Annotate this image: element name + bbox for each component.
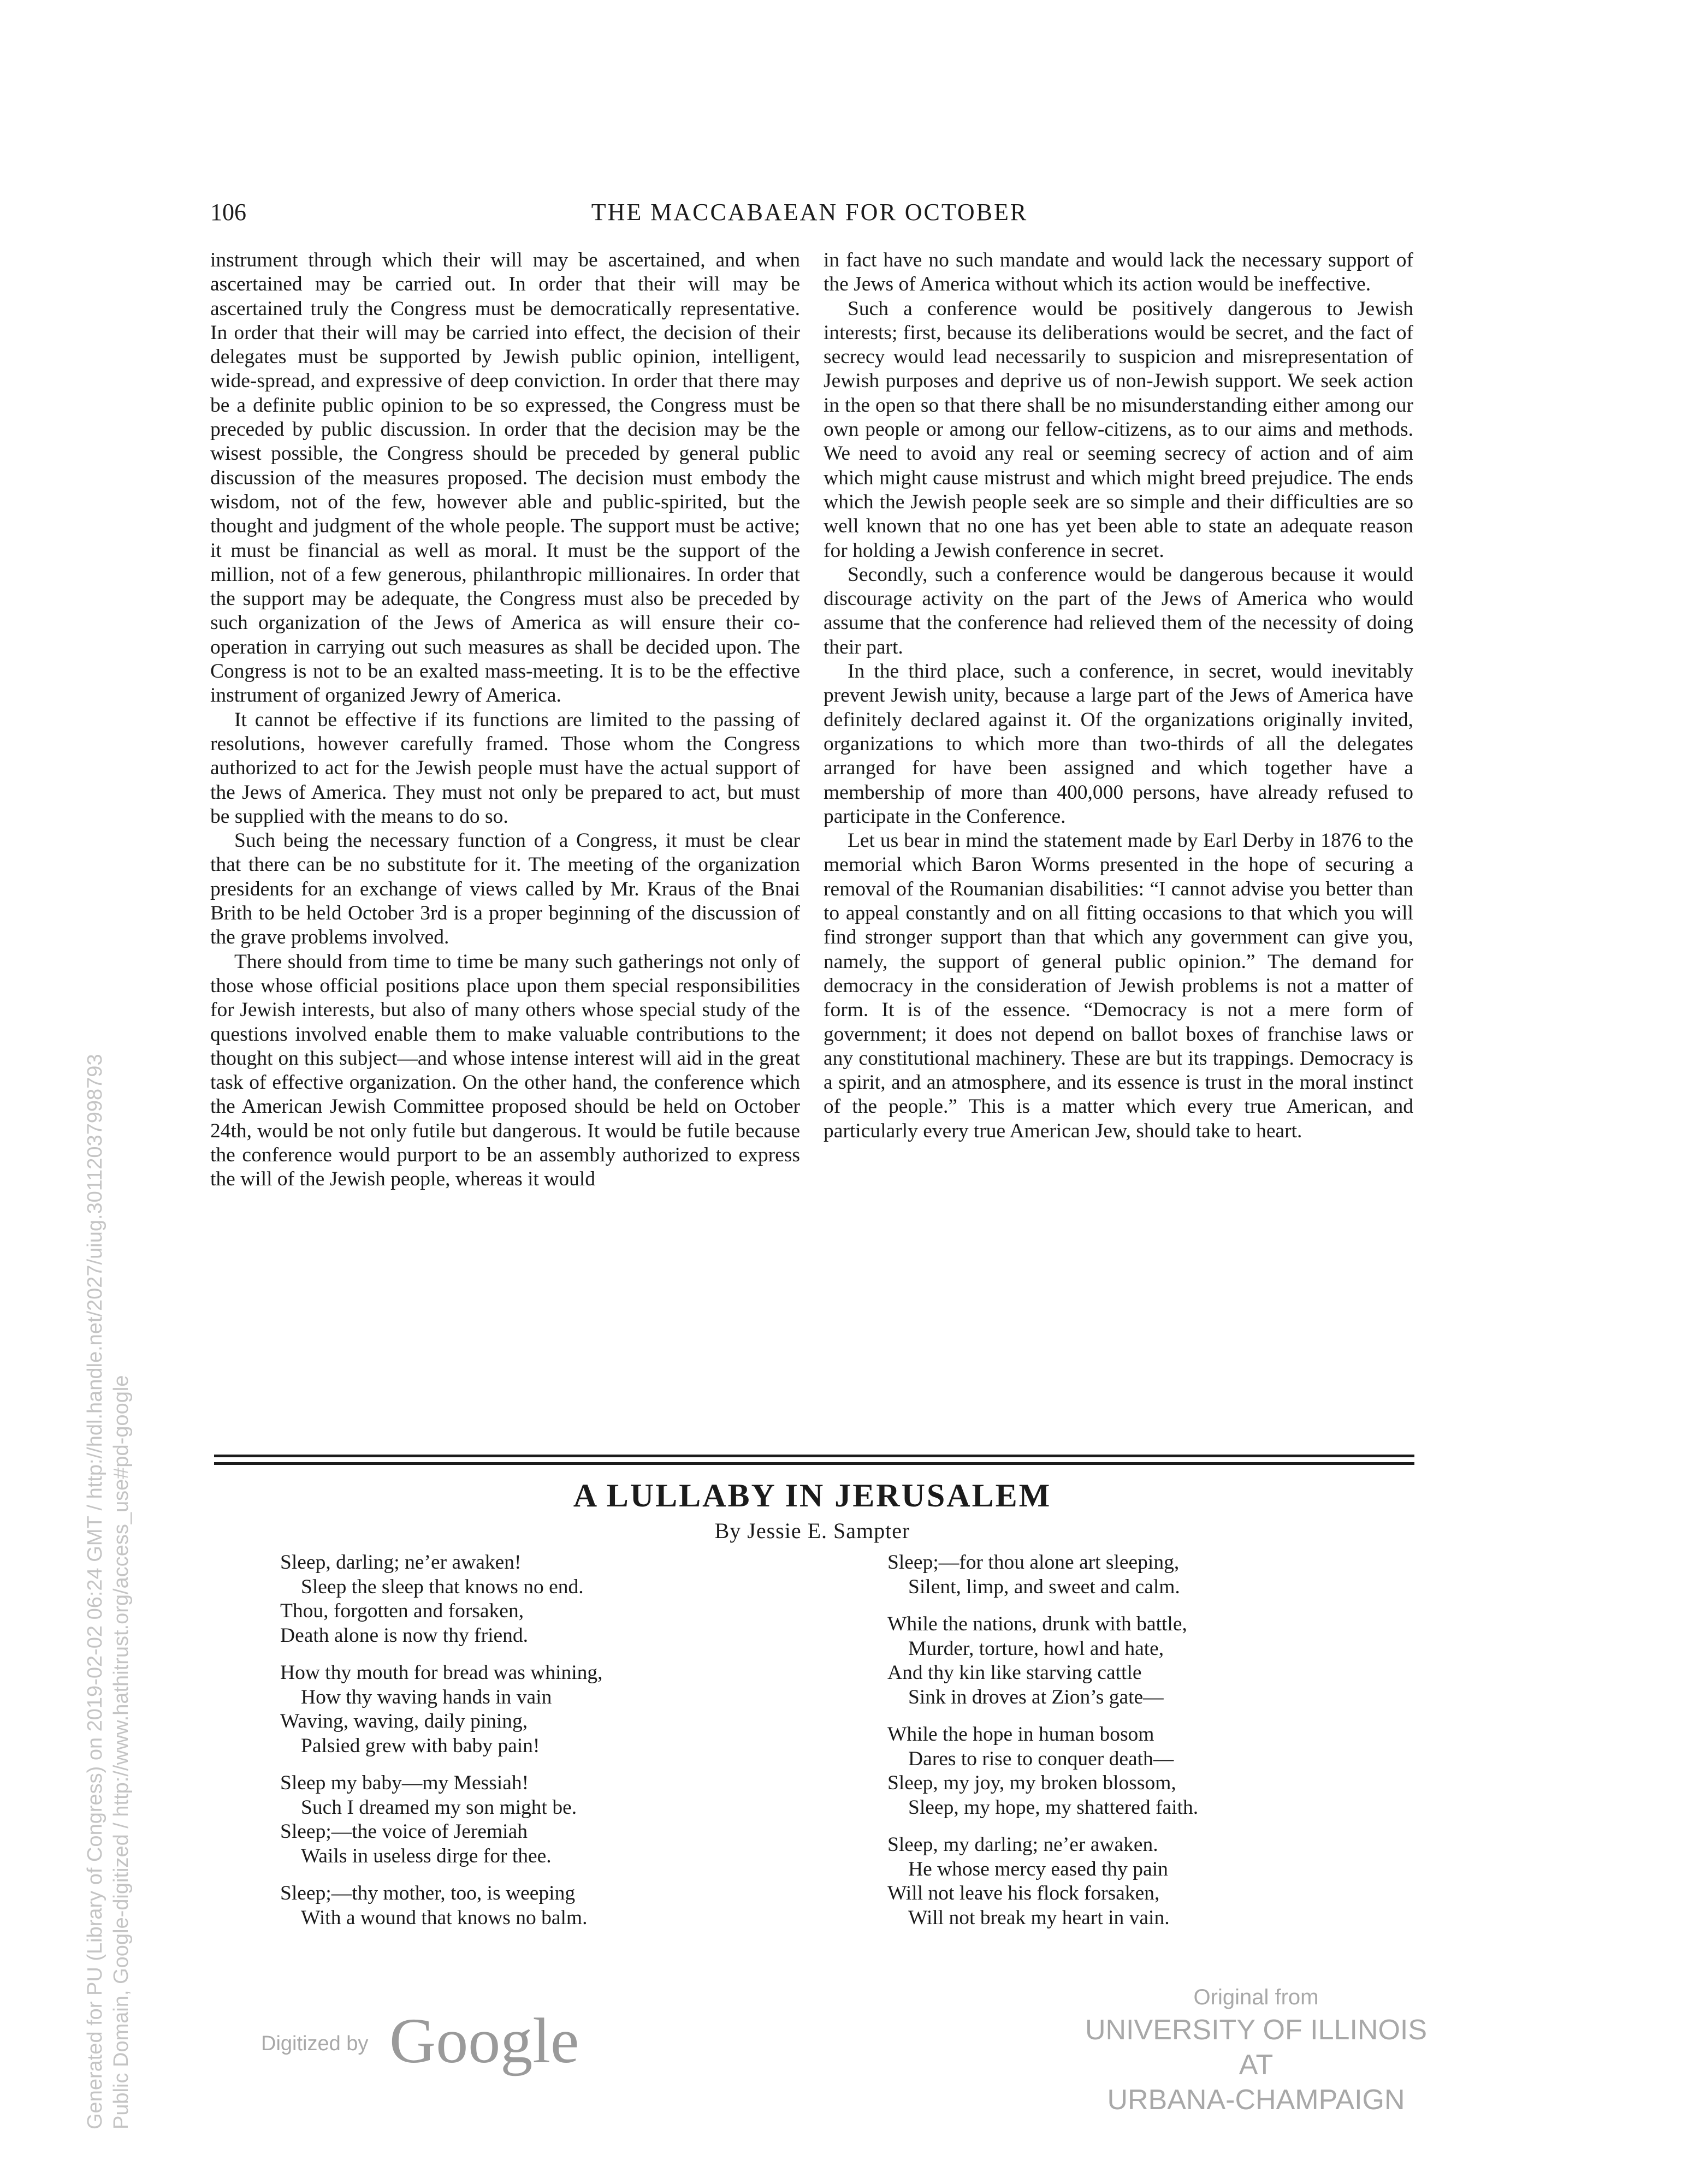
poem-line: Sleep;—thy mother, too, is weeping bbox=[280, 1882, 576, 1904]
running-head: THE MACCABAEAN FOR OCTOBER bbox=[591, 199, 1028, 225]
article-paragraph: It cannot be effective if its functions are limited to the passing of resolutions, however carefully framed. Those whom the Congress authorized to act for the Jewish people must have the actual support of the Jews of America. They must not only be prepared to act, but must be supplied with the means to do so. bbox=[210, 708, 800, 828]
poem-line: Sink in droves at Zion’s gate— bbox=[908, 1686, 1164, 1708]
poem-stanza bbox=[280, 1882, 772, 1930]
poem-line: Sleep;—for thou alone art sleeping, bbox=[887, 1551, 1180, 1574]
poem-line: Such I dreamed my son might be. bbox=[301, 1796, 577, 1819]
institution-line: URBANA-CHAMPAIGN bbox=[1107, 2084, 1405, 2116]
article-paragraph: There should from time to time be many such gatherings not only of those whose official positions place upon them special responsibilities for Jewish interests, but also of many others whose special study of the questions involved enable them to make valuable contributions to the thought on this subject—and whose intense interest will aid in the great task of effective organization. On the other hand, the conference which the American Jewish Committee proposed should be held on October 24th, would be not only futile but dangerous. It would be futile because the conference would purport to be an assembly authorized to express the will of the Jewish people, whereas it would bbox=[210, 950, 800, 1191]
poem-line: Sleep;—the voice of Jeremiah bbox=[280, 1820, 528, 1843]
poem-line: Sleep, my darling; ne’er awaken. bbox=[887, 1833, 1158, 1856]
poem-stanza bbox=[280, 1551, 772, 1648]
page-header bbox=[210, 198, 1409, 231]
poem-stanza bbox=[887, 1612, 1379, 1710]
poem-line: Death alone is now thy friend. bbox=[280, 1624, 529, 1647]
poem-line: Waving, waving, daily pining, bbox=[280, 1710, 528, 1732]
poem-line: Will not break my heart in vain. bbox=[908, 1906, 1170, 1929]
article-paragraph: Such a conference would be positively dangerous to Jewish interests; first, because its deliberations would be secret, and the fact of secrecy would lead necessarily to suspicion and misrepresentation of Jewish purposes and deprive us of non-Jewish support. We seek action in the open so that there shall be no misunderstanding either among our own people or among our fellow-citizens, as to our aims and methods. We need to avoid any real or seeming secrecy of action and of aim which might cause mistrust and which might breed prejudice. The ends which the Jewish people seek are so simple and their difficulties are so well known that no one has yet been able to state an adequate reason for holding a Jewish conference in secret. bbox=[824, 297, 1413, 562]
poem-stanza bbox=[887, 1551, 1379, 1599]
watermark-line: Generated for PU (Library of Congress) on 2019-02-02 06:24 GMT / http://hdl.handle.net/2027/uiug.30112037998793 bbox=[84, 1054, 106, 2129]
poem-line: Dares to rise to conquer death— bbox=[908, 1747, 1174, 1770]
poem-line: While the nations, drunk with battle, bbox=[887, 1613, 1187, 1635]
poem-byline: By Jessie E. Sampter bbox=[714, 1518, 910, 1543]
divider-rule bbox=[214, 1455, 1414, 1457]
poem-line: How thy mouth for bread was whining, bbox=[280, 1661, 603, 1684]
poem-line: Thou, forgotten and forsaken, bbox=[280, 1600, 524, 1622]
poem-right-column bbox=[887, 1551, 1379, 1943]
poem-line: He whose mercy eased thy pain bbox=[908, 1857, 1168, 1880]
institution-line: UNIVERSITY OF ILLINOIS AT bbox=[1085, 2014, 1428, 2081]
poem-line: Sleep, my hope, my shattered faith. bbox=[908, 1796, 1199, 1819]
original-from-label: Original from bbox=[1193, 1985, 1319, 2009]
poem-line: And thy kin like starving cattle bbox=[887, 1661, 1142, 1684]
article-paragraph: Such being the necessary function of a Congress, it must be clear that there can be no substitute for it. The meeting of the organization presidents for an exchange of views called by Mr. Kraus of the Bnai Brith to be held October 3rd is a proper beginning of the discussion of the grave problems involved. bbox=[210, 829, 800, 949]
poem-line: Sleep my baby—my Messiah! bbox=[280, 1772, 529, 1794]
article-paragraph: In the third place, such a conference, in secret, would inevitably prevent Jewish unity, because a large part of the Jews of America have definitely declared against it. Of the organizations originally invited, organizations to which more than two-thirds of all the delegates arranged for have been assigned and which together have a membership of more than 400,000 persons, have already refused to participate in the Conference. bbox=[824, 660, 1413, 828]
article-right-column bbox=[824, 248, 1413, 1143]
poem-line: Will not leave his flock forsaken, bbox=[887, 1882, 1160, 1904]
google-logo: Google bbox=[389, 2005, 579, 2076]
poem-line: Sleep, my joy, my broken blossom, bbox=[887, 1772, 1176, 1794]
poem-line: Palsied grew with baby pain! bbox=[301, 1734, 540, 1757]
article-left-column bbox=[210, 248, 800, 1192]
article-paragraph: Secondly, such a conference would be dangerous because it would discourage activity on the part of the Jews of America who would assume that the conference had relieved them of the necessity of doing their part. bbox=[824, 563, 1413, 658]
poem-line: How thy waving hands in vain bbox=[301, 1686, 552, 1708]
poem-line: Sleep, darling; ne’er awaken! bbox=[280, 1551, 522, 1574]
poem-line: With a wound that knows no balm. bbox=[301, 1906, 588, 1929]
article-paragraph: instrument through which their will may be ascertained, and when ascertained may be carried out. In order that their will may be ascertained truly the Congress must be democratically representative. In order that their will may be carried into effect, the decision of their delegates must be supported by Jewish public opinion, intelligent, wide-spread, and expressive of deep conviction. In order that there may be a definite public opinion to be so expressed, the Congress must be preceded by public discussion. In order that the decision may be the wisest possible, the Congress should be preceded by general public discussion of the measures proposed. The decision must embody the wisdom, not of the few, however able and public-spirited, but the thought and judgment of the whole people. The support must be active; it must be financial as well as moral. It must be the support of the million, not of a few generous, philanthropic millionaires. In order that the support may be adequate, the Congress must also be preceded by such organization of the Jews of America as will ensure their co-operation in carrying out such measures as shall be decided upon. The Congress is not to be an exalted mass-meeting. It is to be the effective instrument of organized Jewry of America. bbox=[210, 249, 800, 707]
divider-rule bbox=[214, 1462, 1414, 1465]
page-number: 106 bbox=[210, 199, 246, 225]
poem-stanza bbox=[280, 1771, 772, 1868]
poem-line: Silent, limp, and sweet and calm. bbox=[908, 1575, 1180, 1598]
poem-line: Wails in useless dirge for thee. bbox=[301, 1844, 552, 1867]
article-paragraph: Let us bear in mind the statement made by Earl Derby in 1876 to the memorial which Baron Worms presented in the hope of securing a removal of the Roumanian disabilities: “I cannot advise you better than to appeal constantly and on all fitting occasions to that which you will find stronger support than that which any government can give you, namely, the support of general public opinion.” The demand for democracy in the consideration of Jewish problems is not a matter of form. It is of the essence. “Democracy is not a mere form of government; it does not depend on ballot boxes of franchise laws or any constitutional machinery. These are but its trappings. Democracy is a spirit, and an atmosphere, and its essence is trust in the moral instinct of the people.” This is a matter which every true American, and particularly every true American Jew, should take to heart. bbox=[824, 829, 1413, 1142]
provenance-watermark bbox=[82, 655, 134, 2129]
original-from-block bbox=[1065, 1982, 1447, 2117]
digitized-by-label: Digitized by bbox=[261, 2032, 369, 2055]
watermark-line: Public Domain, Google-digitized / http://www.hathitrust.org/access_use#pd-google bbox=[110, 1375, 133, 2129]
poem-line: Sleep the sleep that knows no end. bbox=[301, 1575, 584, 1598]
poem-stanza bbox=[887, 1723, 1379, 1820]
poem-left-column bbox=[280, 1551, 772, 1943]
poem-line: While the hope in human bosom bbox=[887, 1723, 1154, 1746]
poem-line: Murder, torture, howl and hate, bbox=[908, 1637, 1164, 1660]
poem-stanza bbox=[280, 1661, 772, 1758]
poem-title: A LULLABY IN JERUSALEM bbox=[573, 1477, 1052, 1514]
poem-stanza bbox=[887, 1833, 1379, 1930]
article-paragraph: in fact have no such mandate and would lack the necessary support of the Jews of America without which its action would be ineffective. bbox=[824, 249, 1413, 296]
